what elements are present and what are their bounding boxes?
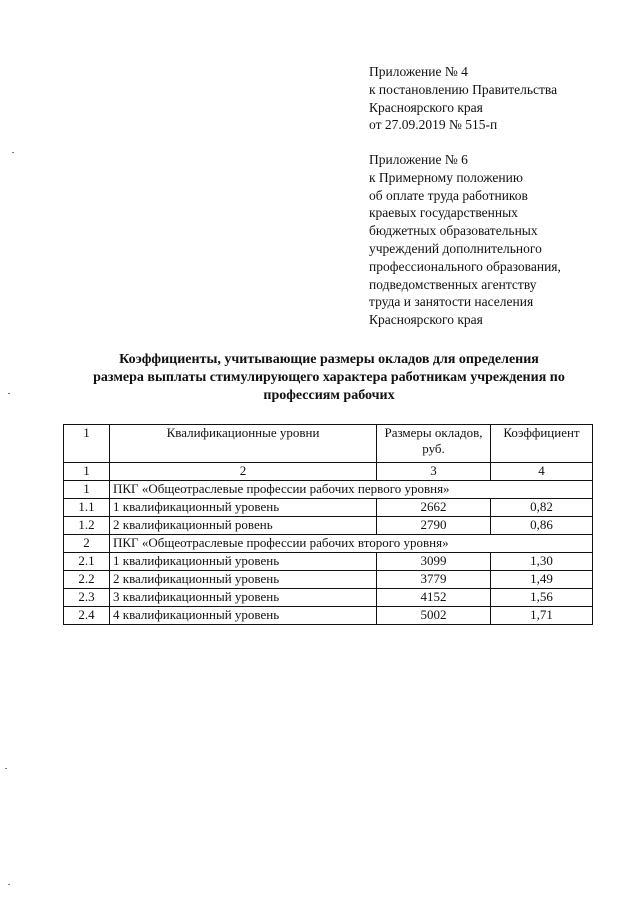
row-num: 1.1 — [64, 499, 110, 517]
table-row — [64, 571, 593, 589]
group-title: ПКГ «Общеотраслевые профессии рабочих первого уровня» — [110, 481, 593, 499]
table-row — [64, 499, 593, 517]
row-num: 2.1 — [64, 553, 110, 571]
group-row — [64, 535, 593, 553]
appendix-4-block — [369, 63, 609, 134]
row-coefficient: 0,82 — [491, 499, 593, 517]
header-salary: Размеры окладов, руб. — [377, 425, 491, 463]
table-row — [64, 553, 593, 571]
appendix-line: бюджетных образовательных — [369, 223, 538, 239]
scan-speck — [8, 884, 10, 885]
header-coefficient: Коэффициент — [491, 425, 593, 463]
title-line: размера выплаты стимулирующего характера работникам учреждения по — [93, 370, 565, 385]
appendix-line: профессионального образования, — [369, 258, 561, 274]
group-num: 1 — [64, 481, 110, 499]
row-num: 1.2 — [64, 517, 110, 535]
table-row — [64, 517, 593, 535]
document-title — [56, 351, 602, 405]
appendix-line: краевых государственных — [369, 205, 518, 221]
appendix-line: Приложение № 4 — [369, 64, 468, 79]
header-num: 1 — [64, 425, 110, 463]
column-numbers-row — [64, 463, 593, 481]
row-salary: 4152 — [377, 589, 491, 607]
row-level: 2 квалификационный ровень — [110, 517, 377, 535]
row-coefficient: 1,49 — [491, 571, 593, 589]
title-line: Коэффициенты, учитывающие размеры окладов для определения — [119, 352, 539, 367]
appendix-line: труда и занятости населения — [369, 294, 534, 310]
row-coefficient: 1,30 — [491, 553, 593, 571]
row-level: 2 квалификационный уровень — [110, 571, 377, 589]
appendix-line: подведомственных агентству — [369, 276, 537, 292]
row-salary: 2662 — [377, 499, 491, 517]
group-title: ПКГ «Общеотраслевые профессии рабочих второго уровня» — [110, 535, 593, 553]
row-level: 4 квалификационный уровень — [110, 607, 377, 625]
appendix-line: учреждений дополнительного — [369, 240, 542, 256]
appendix-line: к постановлению Правительства — [369, 81, 558, 97]
column-number: 3 — [377, 463, 491, 481]
appendix-line: об оплате труда работников — [369, 187, 528, 203]
appendix-line: Приложение № 6 — [369, 152, 468, 167]
row-level: 1 квалификационный уровень — [110, 553, 377, 571]
row-salary: 5002 — [377, 607, 491, 625]
row-level: 1 квалификационный уровень — [110, 499, 377, 517]
appendix-line: от 27.09.2019 № 515-п — [369, 117, 498, 133]
row-level: 3 квалификационный уровень — [110, 589, 377, 607]
appendix-line: Красноярского края — [369, 312, 483, 328]
coefficients-table — [63, 424, 593, 625]
row-coefficient: 1,71 — [491, 607, 593, 625]
scan-speck — [12, 152, 14, 153]
table-header-row — [64, 425, 593, 463]
appendix-line: к Примерному положению — [369, 169, 523, 185]
header-level: Квалификационные уровни — [110, 425, 377, 463]
appendix-6-block — [369, 151, 609, 329]
title-line: профессиям рабочих — [263, 388, 395, 403]
appendix-line: Красноярского края — [369, 99, 483, 115]
column-number: 2 — [110, 463, 377, 481]
group-num: 2 — [64, 535, 110, 553]
scan-speck — [8, 393, 10, 394]
scan-speck — [5, 768, 7, 769]
row-num: 2.3 — [64, 589, 110, 607]
row-num: 2.2 — [64, 571, 110, 589]
row-num: 2.4 — [64, 607, 110, 625]
table-row — [64, 607, 593, 625]
row-salary: 3779 — [377, 571, 491, 589]
column-number: 1 — [64, 463, 110, 481]
row-salary: 2790 — [377, 517, 491, 535]
group-row — [64, 481, 593, 499]
table-row — [64, 589, 593, 607]
column-number: 4 — [491, 463, 593, 481]
row-coefficient: 0,86 — [491, 517, 593, 535]
row-coefficient: 1,56 — [491, 589, 593, 607]
row-salary: 3099 — [377, 553, 491, 571]
